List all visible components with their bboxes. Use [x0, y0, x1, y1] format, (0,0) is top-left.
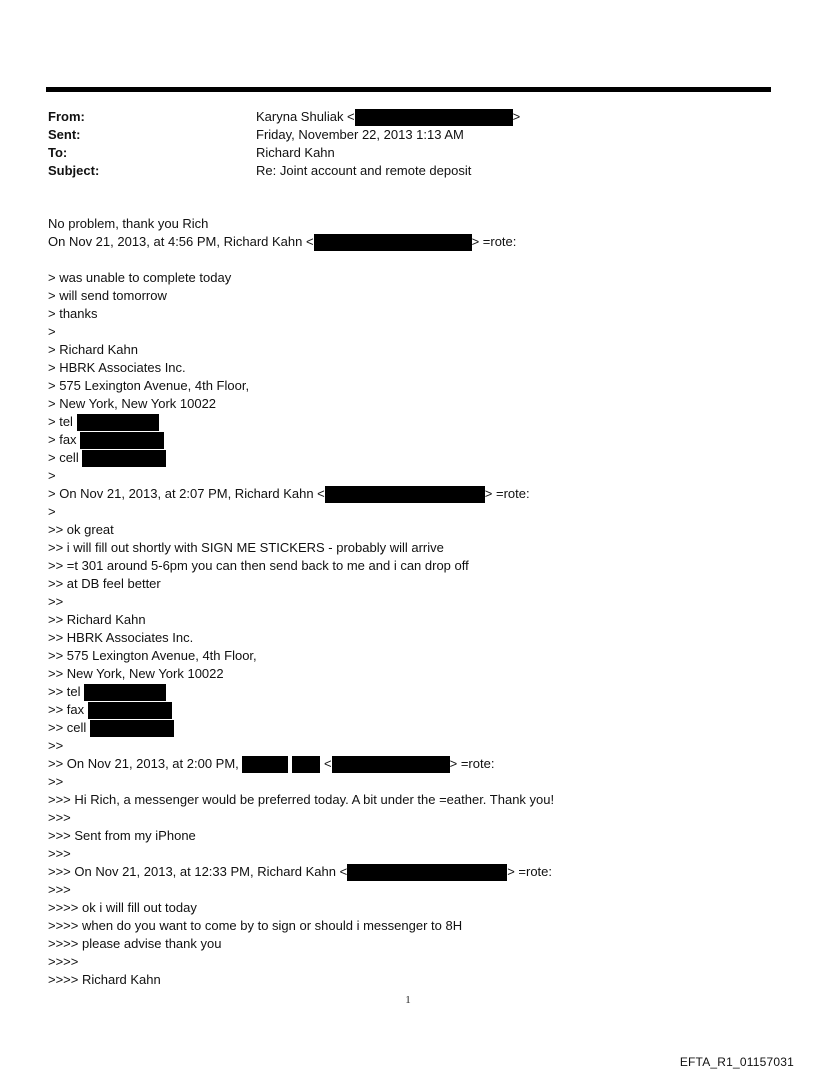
body-line: >>> Hi Rich, a messenger would be preferred today. A bit under the =eather. Thank you! — [48, 792, 555, 807]
tel-label: > tel — [48, 414, 77, 429]
quote-header-text: >> On Nov 21, 2013, at 2:00 PM, — [48, 756, 243, 771]
blank-line — [48, 251, 768, 269]
body-line: >>> Sent from my iPhone — [48, 828, 196, 843]
fax-label: > fax — [48, 432, 81, 447]
tel-label: >> tel — [48, 684, 85, 699]
signature-company: > HBRK Associates Inc. — [48, 360, 186, 375]
body-line: >> ok great — [48, 522, 114, 537]
from-name: Karyna Shuliak < — [256, 109, 355, 124]
body-line: >>> — [48, 846, 71, 861]
quote-header-text: >>> On Nov 21, 2013, at 12:33 PM, Richard Kahn < — [48, 864, 348, 879]
body-line: > — [48, 324, 56, 339]
signature-cell — [48, 449, 768, 467]
redaction-box — [84, 684, 166, 701]
signature-city: >> New York, New York 10022 — [48, 666, 224, 681]
quote-header-mid: < — [320, 756, 332, 771]
redaction-box — [88, 702, 172, 719]
redaction-box — [325, 486, 485, 503]
body-line: > — [48, 468, 56, 483]
signature-company: >> HBRK Associates Inc. — [48, 630, 194, 645]
body-line: >>> — [48, 882, 71, 897]
from-value — [256, 108, 520, 126]
to-value: Richard Kahn — [256, 145, 335, 160]
body-line: > was unable to complete today — [48, 270, 232, 285]
quote-header-text: On Nov 21, 2013, at 4:56 PM, Richard Kahn < — [48, 234, 314, 249]
body-line: >>>> ok i will fill out today — [48, 900, 197, 915]
email-header — [48, 108, 748, 180]
signature-tel — [48, 683, 768, 701]
cell-label: > cell — [48, 450, 83, 465]
body-line: No problem, thank you Rich — [48, 216, 209, 231]
quote-header-end: > =rote: — [507, 864, 553, 879]
fax-label: >> fax — [48, 702, 88, 717]
quote-header-line — [48, 485, 768, 503]
body-line: >>> — [48, 810, 71, 825]
redaction-box — [332, 756, 450, 773]
body-line: >> — [48, 738, 64, 753]
quote-header-line — [48, 233, 768, 251]
subject-label: Subject: — [48, 163, 100, 178]
from-label: From: — [48, 109, 85, 124]
signature-name: >> Richard Kahn — [48, 612, 146, 627]
body-line: >> — [48, 774, 64, 789]
signature-fax — [48, 431, 768, 449]
signature-fax — [48, 701, 768, 719]
quote-header-text: > On Nov 21, 2013, at 2:07 PM, Richard Kahn < — [48, 486, 325, 501]
quote-header-line — [48, 755, 768, 773]
email-body — [48, 215, 768, 989]
signature-address: > 575 Lexington Avenue, 4th Floor, — [48, 378, 250, 393]
redaction-box — [77, 414, 159, 431]
body-line: >>>> please advise thank you — [48, 936, 222, 951]
redaction-box — [347, 864, 507, 881]
body-line: >>>> when do you want to come by to sign or should i messenger to 8H — [48, 918, 463, 933]
cell-label: >> cell — [48, 720, 90, 735]
redaction-box — [80, 432, 164, 449]
body-line: >> at DB feel better — [48, 576, 161, 591]
bates-number: EFTA_R1_01157031 — [679, 1055, 794, 1069]
redaction-box — [242, 756, 288, 773]
signature-cell — [48, 719, 768, 737]
page-number: 1 — [405, 994, 411, 1006]
signature-name: > Richard Kahn — [48, 342, 138, 357]
body-line: > — [48, 504, 56, 519]
body-line: >> — [48, 594, 64, 609]
redaction-box — [314, 234, 472, 251]
redaction-box — [90, 720, 174, 737]
sent-value: Friday, November 22, 2013 1:13 AM — [256, 127, 464, 142]
quote-header-end: > =rote: — [484, 486, 530, 501]
from-row — [48, 108, 748, 126]
to-label: To: — [48, 145, 68, 160]
signature-address: >> 575 Lexington Avenue, 4th Floor, — [48, 648, 257, 663]
body-line: > thanks — [48, 306, 98, 321]
to-row — [48, 144, 748, 162]
redaction-box — [355, 109, 513, 126]
sent-row — [48, 126, 748, 144]
body-line: > will send tomorrow — [48, 288, 167, 303]
from-close: > — [512, 109, 521, 124]
body-line: >>>> — [48, 954, 79, 969]
quote-header-end: > =rote: — [449, 756, 495, 771]
header-divider — [46, 87, 771, 92]
redaction-box — [82, 450, 166, 467]
body-line: >> i will fill out shortly with SIGN ME STICKERS - probably will arrive — [48, 540, 444, 555]
quote-header-end: > =rote: — [471, 234, 517, 249]
body-line: >> =t 301 around 5-6pm you can then send back to me and i can drop off — [48, 558, 469, 573]
signature-name: >>>> Richard Kahn — [48, 972, 161, 987]
signature-city: > New York, New York 10022 — [48, 396, 217, 411]
sent-label: Sent: — [48, 127, 81, 142]
signature-tel — [48, 413, 768, 431]
quote-header-line — [48, 863, 768, 881]
subject-value: Re: Joint account and remote deposit — [256, 163, 472, 178]
redaction-box — [292, 756, 320, 773]
subject-row — [48, 162, 748, 180]
